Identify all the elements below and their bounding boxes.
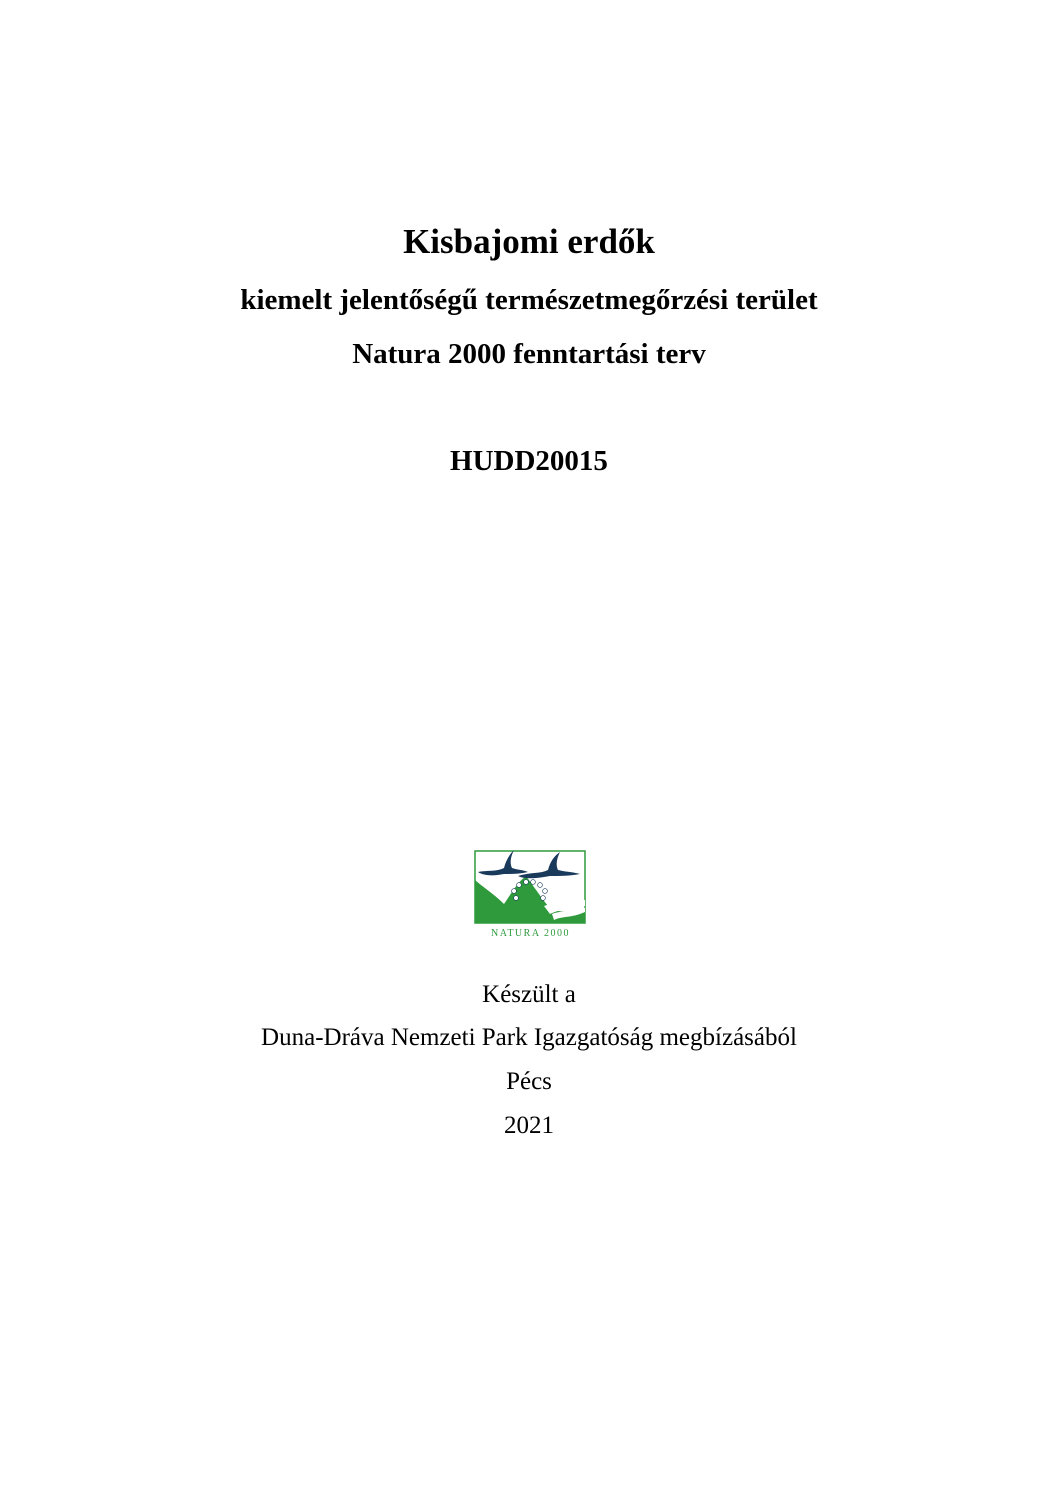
city: Pécs — [506, 1068, 552, 1095]
document-title: Kisbajomi erdők — [403, 222, 655, 261]
logo-caption: NATURA 2000 — [490, 928, 571, 938]
year: 2021 — [504, 1112, 554, 1139]
site-code: HUDD20015 — [450, 445, 608, 477]
document-subtitle-designation: kiemelt jelentőségű természetmegőrzési terület — [240, 284, 818, 316]
prepared-by-label: Készült a — [482, 981, 576, 1008]
document-subtitle-plan: Natura 2000 fenntartási terv — [352, 338, 706, 370]
natura-2000-logo-icon — [474, 848, 587, 938]
commissioning-organization: Duna-Dráva Nemzeti Park Igazgatóság megbízásából — [261, 1024, 797, 1051]
